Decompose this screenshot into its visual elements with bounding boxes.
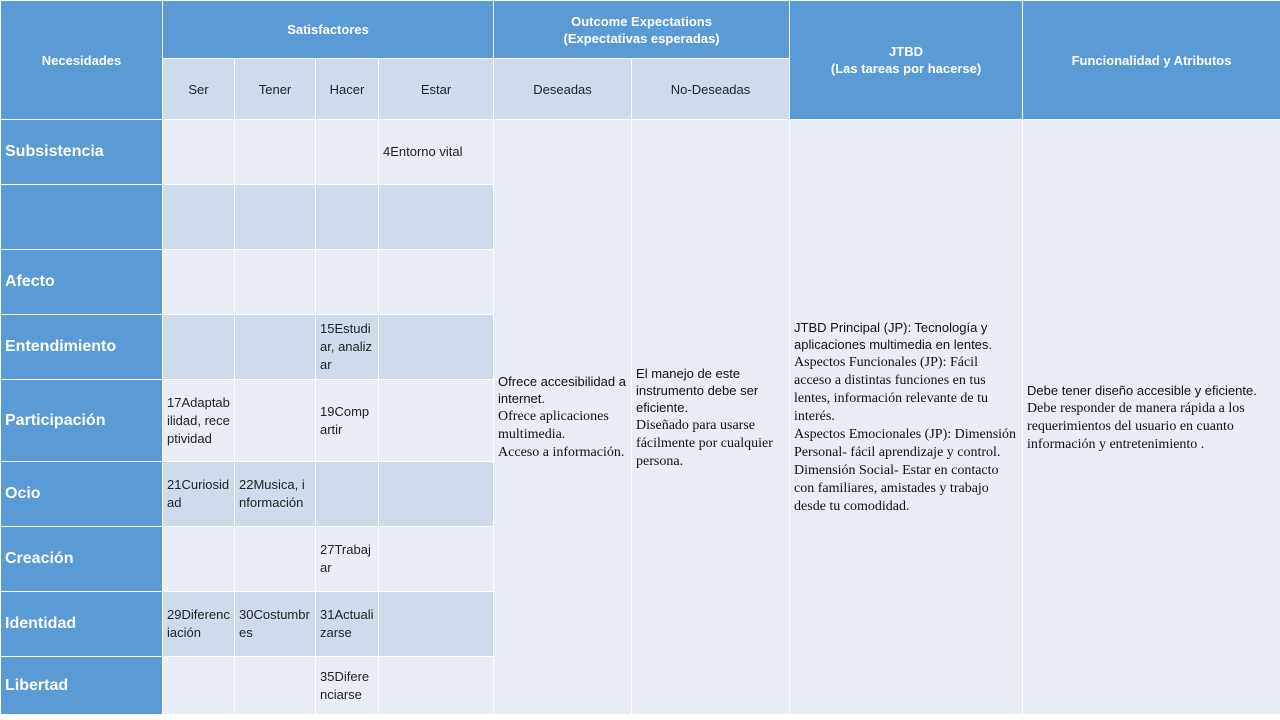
cell-ser: [163, 185, 235, 250]
need-label: Ocio: [1, 462, 163, 527]
need-label: Afecto: [1, 250, 163, 315]
cell-tener: [235, 250, 316, 315]
header-satisfactores: Satisfactores: [163, 1, 494, 59]
need-label: Entendimiento: [1, 315, 163, 380]
subheader-deseadas: Deseadas: [494, 59, 632, 120]
table-row: [1, 120, 1280, 185]
cell-hacer: 31Actualizarse: [316, 592, 379, 657]
need-label: Libertad: [1, 657, 163, 715]
cell-hacer: [316, 185, 379, 250]
header-outcome-expectations: Outcome Expectations (Expectativas esperadas): [494, 1, 790, 59]
header-funcionalidad: Funcionalidad y Atributos: [1023, 1, 1280, 120]
cell-tener: [235, 527, 316, 592]
cell-hacer: [316, 250, 379, 315]
cell-estar: 4Entorno vital: [379, 120, 494, 185]
cell-tener: [235, 185, 316, 250]
cell-ser: [163, 250, 235, 315]
need-label: Identidad: [1, 592, 163, 657]
cell-ser: [163, 315, 235, 380]
funcionalidad-cell: [1023, 120, 1280, 715]
cell-ser: 21Curiosidad: [163, 462, 235, 527]
need-label: Subsistencia: [1, 120, 163, 185]
jtbd-cell: [790, 120, 1023, 715]
need-label: Creación: [1, 527, 163, 592]
need-label: [1, 185, 163, 250]
cell-estar: [379, 250, 494, 315]
cell-ser: [163, 657, 235, 715]
cell-estar: [379, 527, 494, 592]
cell-tener: 22Musica, información: [235, 462, 316, 527]
cell-ser: 17Adaptabilidad, receptividad: [163, 380, 235, 462]
funcionalidad-lead: Debe tener diseño accesible y eficiente.: [1027, 382, 1257, 398]
cell-estar: [379, 185, 494, 250]
subheader-no-deseadas: No-Deseadas: [632, 59, 790, 120]
cell-estar: [379, 592, 494, 657]
cell-tener: [235, 657, 316, 715]
cell-hacer: [316, 462, 379, 527]
no-deseadas-rest: Diseñado para usarse fácilmente por cualquier persona.: [636, 417, 773, 469]
cell-hacer: [316, 120, 379, 185]
cell-hacer: 19Compartir: [316, 380, 379, 462]
subheader-hacer: Hacer: [316, 59, 379, 120]
cell-tener: [235, 315, 316, 380]
cell-tener: 30Costumbres: [235, 592, 316, 657]
subheader-estar: Estar: [379, 59, 494, 120]
cell-estar: [379, 315, 494, 380]
jtbd-lead: JTBD Principal (JP): Tecnología y aplicaciones multimedia en lentes.: [794, 320, 993, 352]
header-necesidades: Necesidades: [1, 1, 163, 120]
subheader-ser: Ser: [163, 59, 235, 120]
cell-tener: [235, 380, 316, 462]
no-deseadas-lead: El manejo de este instrumento debe ser eficiente.: [636, 365, 759, 415]
cell-ser: 29Diferenciación: [163, 592, 235, 657]
need-label: Participación: [1, 380, 163, 462]
header-jtbd: JTBD (Las tareas por hacerse): [790, 1, 1023, 120]
jtbd-rest: Aspectos Funcionales (JP): Fácil acceso a distintas funciones en tus lentes, información relevante de tu interés. Aspectos Emocionales (JP): Dimensión Personal- fácil aprendizaje y control. Dimensión Social- Estar en contacto con familiares, amistades y trabajo desde tu comodidad.: [794, 355, 1017, 514]
no-deseadas-cell: [632, 120, 790, 715]
cell-hacer: 27Trabajar: [316, 527, 379, 592]
cell-estar: [379, 657, 494, 715]
cell-tener: [235, 120, 316, 185]
subheader-tener: Tener: [235, 59, 316, 120]
cell-hacer: 35Diferenciarse: [316, 657, 379, 715]
cell-hacer: 15Estudiar, analizar: [316, 315, 379, 380]
deseadas-rest: Ofrece aplicaciones multimedia. Acceso a información.: [498, 409, 625, 460]
cell-estar: [379, 380, 494, 462]
funcionalidad-rest: Debe responder de manera rápida a los requerimientos del usuario en cuanto información y entretenimiento .: [1027, 400, 1245, 452]
deseadas-lead: Ofrece accesibilidad a internet.: [498, 374, 626, 406]
cell-estar: [379, 462, 494, 527]
deseadas-cell: [494, 120, 632, 715]
cell-ser: [163, 527, 235, 592]
cell-ser: [163, 120, 235, 185]
